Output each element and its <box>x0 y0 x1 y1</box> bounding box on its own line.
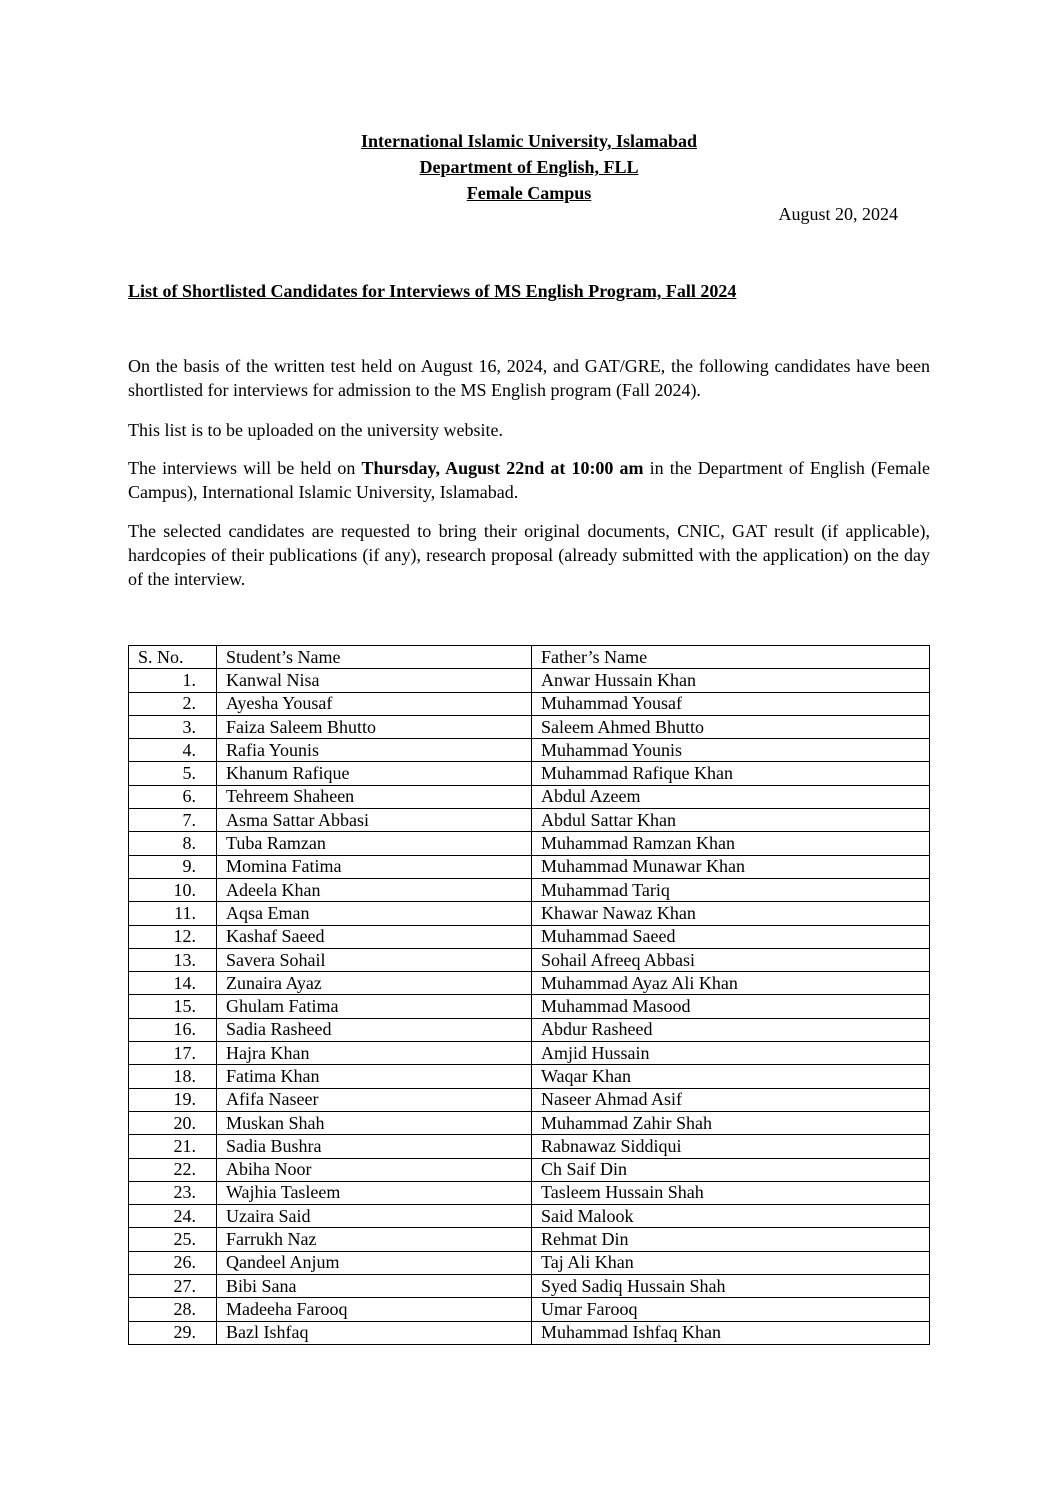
student-name-cell: Hajra Khan <box>217 1042 532 1065</box>
table-row <box>129 1111 930 1134</box>
candidates-table <box>128 645 930 1345</box>
student-name-cell: Asma Sattar Abbasi <box>217 809 532 832</box>
serial-number-cell: 21. <box>129 1135 217 1158</box>
table-row <box>129 972 930 995</box>
student-name-cell: Tuba Ramzan <box>217 832 532 855</box>
table-row <box>129 715 930 738</box>
student-name-cell: Sadia Rasheed <box>217 1018 532 1041</box>
father-name-cell: Naseer Ahmad Asif <box>532 1088 930 1111</box>
father-name-cell: Muhammad Rafique Khan <box>532 762 930 785</box>
student-name-cell: Kanwal Nisa <box>217 669 532 692</box>
student-name-cell: Adeela Khan <box>217 878 532 901</box>
table-row <box>129 762 930 785</box>
serial-number-cell: 13. <box>129 948 217 971</box>
table-row <box>129 1251 930 1274</box>
student-name-cell: Sadia Bushra <box>217 1135 532 1158</box>
student-name-cell: Faiza Saleem Bhutto <box>217 715 532 738</box>
table-header-row <box>129 646 930 669</box>
paragraph-interview-schedule <box>128 456 930 504</box>
serial-number-cell: 27. <box>129 1275 217 1298</box>
student-name-cell: Farrukh Naz <box>217 1228 532 1251</box>
student-name-cell: Bibi Sana <box>217 1275 532 1298</box>
student-name-cell: Kashaf Saeed <box>217 925 532 948</box>
student-name-cell: Zunaira Ayaz <box>217 972 532 995</box>
father-name-cell: Muhammad Ayaz Ali Khan <box>532 972 930 995</box>
schedule-text-before: The interviews will be held on <box>128 458 362 478</box>
student-name-cell: Fatima Khan <box>217 1065 532 1088</box>
father-name-cell: Tasleem Hussain Shah <box>532 1181 930 1204</box>
paragraph-shortlist-basis: On the basis of the written test held on August 16, 2024, and GAT/GRE, the following candidates have been shortlisted for interviews for admission to the MS English program (Fall 2024). <box>128 356 930 400</box>
student-name-cell: Uzaira Said <box>217 1205 532 1228</box>
serial-number-cell: 18. <box>129 1065 217 1088</box>
father-name-cell: Syed Sadiq Hussain Shah <box>532 1275 930 1298</box>
father-name-cell: Muhammad Ramzan Khan <box>532 832 930 855</box>
student-name-cell: Momina Fatima <box>217 855 532 878</box>
serial-number-cell: 6. <box>129 785 217 808</box>
serial-number-cell: 23. <box>129 1181 217 1204</box>
student-name-cell: Savera Sohail <box>217 948 532 971</box>
university-name: International Islamic University, Islamabad <box>360 131 698 151</box>
father-name-cell: Muhammad Munawar Khan <box>532 855 930 878</box>
serial-number-cell: 11. <box>129 902 217 925</box>
serial-number-cell: 8. <box>129 832 217 855</box>
campus-name: Female Campus <box>466 183 592 203</box>
table-row <box>129 1321 930 1344</box>
father-name-cell: Ch Saif Din <box>532 1158 930 1181</box>
table-row <box>129 1088 930 1111</box>
father-name-cell: Muhammad Ishfaq Khan <box>532 1321 930 1344</box>
table-row <box>129 1205 930 1228</box>
serial-number-cell: 5. <box>129 762 217 785</box>
father-name-cell: Sohail Afreeq Abbasi <box>532 948 930 971</box>
serial-number-cell: 25. <box>129 1228 217 1251</box>
student-name-cell: Ghulam Fatima <box>217 995 532 1018</box>
schedule-text-after: in the Department of English (Female Campus), International Islamic University, Islamabad. <box>128 458 930 502</box>
paragraph-upload-note: This list is to be uploaded on the university website. <box>128 420 503 440</box>
serial-number-cell: 7. <box>129 809 217 832</box>
column-header-student-name: Student’s Name <box>217 646 532 669</box>
paragraph-documents-required: The selected candidates are requested to bring their original documents, CNIC, GAT result (if applicable), hardcopies of their publications (if any), research proposal (already submitted with the application) on the day of the interview. <box>128 521 930 589</box>
letterhead <box>0 128 1058 206</box>
table-row <box>129 995 930 1018</box>
serial-number-cell: 26. <box>129 1251 217 1274</box>
serial-number-cell: 4. <box>129 739 217 762</box>
list-title: List of Shortlisted Candidates for Interviews of MS English Program, Fall 2024 <box>128 281 737 301</box>
father-name-cell: Saleem Ahmed Bhutto <box>532 715 930 738</box>
serial-number-cell: 9. <box>129 855 217 878</box>
student-name-cell: Aqsa Eman <box>217 902 532 925</box>
father-name-cell: Muhammad Masood <box>532 995 930 1018</box>
table-row <box>129 692 930 715</box>
table-row <box>129 809 930 832</box>
serial-number-cell: 20. <box>129 1111 217 1134</box>
serial-number-cell: 16. <box>129 1018 217 1041</box>
table-row <box>129 669 930 692</box>
father-name-cell: Umar Farooq <box>532 1298 930 1321</box>
serial-number-cell: 22. <box>129 1158 217 1181</box>
serial-number-cell: 10. <box>129 878 217 901</box>
student-name-cell: Rafia Younis <box>217 739 532 762</box>
document-date: August 20, 2024 <box>778 204 898 224</box>
student-name-cell: Ayesha Yousaf <box>217 692 532 715</box>
student-name-cell: Tehreem Shaheen <box>217 785 532 808</box>
table-row <box>129 1135 930 1158</box>
serial-number-cell: 2. <box>129 692 217 715</box>
table-row <box>129 1065 930 1088</box>
candidates-table-body <box>129 669 930 1345</box>
table-row <box>129 1228 930 1251</box>
serial-number-cell: 19. <box>129 1088 217 1111</box>
table-row <box>129 902 930 925</box>
table-row <box>129 832 930 855</box>
table-row <box>129 739 930 762</box>
table-row <box>129 855 930 878</box>
father-name-cell: Muhammad Yousaf <box>532 692 930 715</box>
father-name-cell: Anwar Hussain Khan <box>532 669 930 692</box>
table-row <box>129 1181 930 1204</box>
column-header-serial: S. No. <box>129 646 217 669</box>
serial-number-cell: 3. <box>129 715 217 738</box>
father-name-cell: Waqar Khan <box>532 1065 930 1088</box>
father-name-cell: Muhammad Zahir Shah <box>532 1111 930 1134</box>
table-row <box>129 878 930 901</box>
table-row <box>129 1018 930 1041</box>
column-header-father-name: Father’s Name <box>532 646 930 669</box>
table-row <box>129 1042 930 1065</box>
student-name-cell: Qandeel Anjum <box>217 1251 532 1274</box>
serial-number-cell: 15. <box>129 995 217 1018</box>
serial-number-cell: 1. <box>129 669 217 692</box>
father-name-cell: Rehmat Din <box>532 1228 930 1251</box>
serial-number-cell: 24. <box>129 1205 217 1228</box>
father-name-cell: Abdul Sattar Khan <box>532 809 930 832</box>
student-name-cell: Madeeha Farooq <box>217 1298 532 1321</box>
father-name-cell: Abdur Rasheed <box>532 1018 930 1041</box>
serial-number-cell: 12. <box>129 925 217 948</box>
serial-number-cell: 14. <box>129 972 217 995</box>
father-name-cell: Abdul Azeem <box>532 785 930 808</box>
table-row <box>129 925 930 948</box>
student-name-cell: Khanum Rafique <box>217 762 532 785</box>
father-name-cell: Khawar Nawaz Khan <box>532 902 930 925</box>
student-name-cell: Muskan Shah <box>217 1111 532 1134</box>
student-name-cell: Abiha Noor <box>217 1158 532 1181</box>
table-row <box>129 1275 930 1298</box>
serial-number-cell: 17. <box>129 1042 217 1065</box>
father-name-cell: Rabnawaz Siddiqui <box>532 1135 930 1158</box>
student-name-cell: Wajhia Tasleem <box>217 1181 532 1204</box>
father-name-cell: Muhammad Saeed <box>532 925 930 948</box>
table-row <box>129 948 930 971</box>
interview-date-time: Thursday, August 22nd at 10:00 am <box>361 458 644 478</box>
father-name-cell: Muhammad Younis <box>532 739 930 762</box>
table-row <box>129 1158 930 1181</box>
serial-number-cell: 29. <box>129 1321 217 1344</box>
student-name-cell: Afifa Naseer <box>217 1088 532 1111</box>
table-row <box>129 785 930 808</box>
father-name-cell: Said Malook <box>532 1205 930 1228</box>
father-name-cell: Muhammad Tariq <box>532 878 930 901</box>
department-name: Department of English, FLL <box>419 157 639 177</box>
father-name-cell: Amjid Hussain <box>532 1042 930 1065</box>
serial-number-cell: 28. <box>129 1298 217 1321</box>
table-row <box>129 1298 930 1321</box>
student-name-cell: Bazl Ishfaq <box>217 1321 532 1344</box>
father-name-cell: Taj Ali Khan <box>532 1251 930 1274</box>
